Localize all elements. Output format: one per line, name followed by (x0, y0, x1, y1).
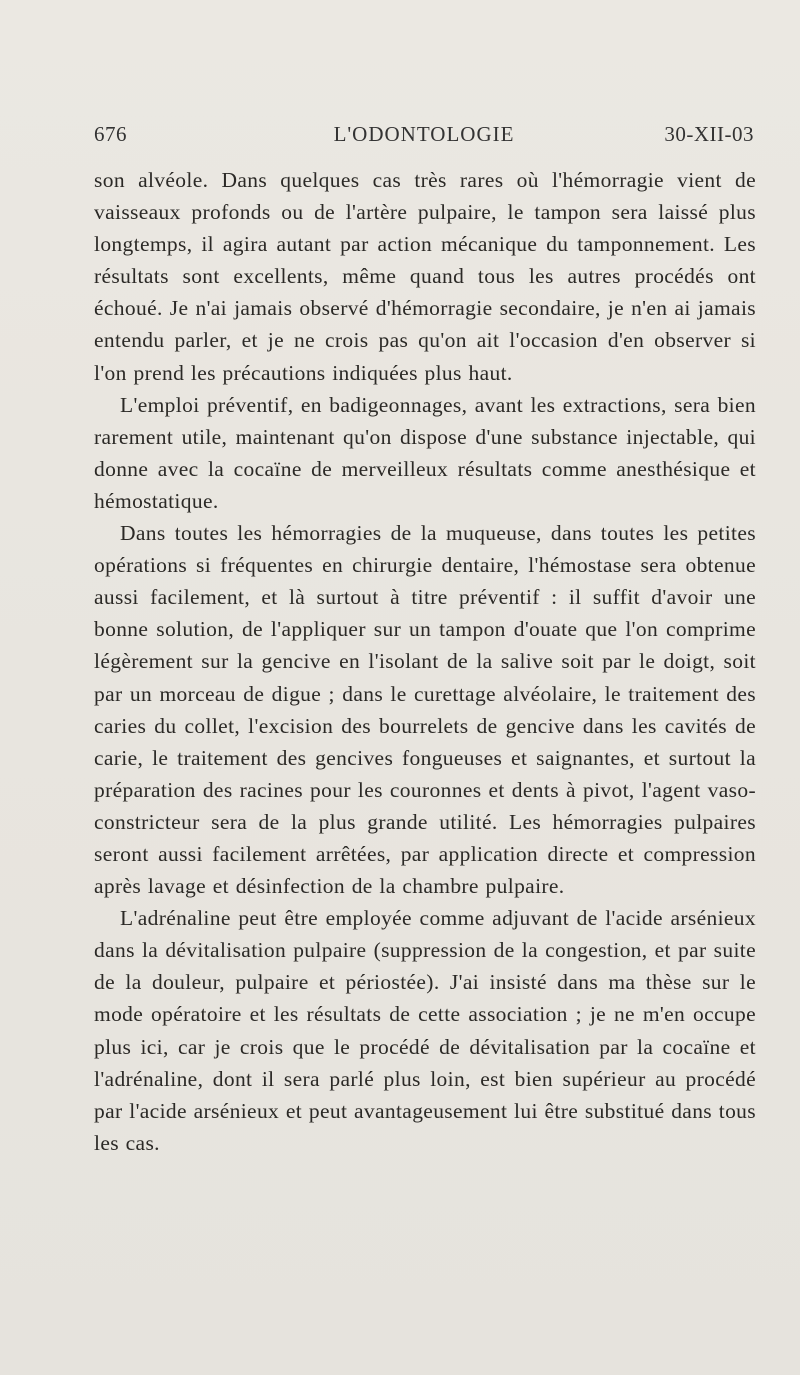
paragraph-1: son alvéole. Dans quelques cas très rares où l'hémorragie vient de vaisseaux profonds ou de l'artère pulpaire, le tampon sera laissé plus longtemps, il agira autant par action mécanique du tamponnement. Les résultats sont excellents, même quand tous les autres procédés ont échoué. Je n'ai jamais observé d'hémorragie secondaire, je n'en ai jamais entendu parler, et je ne crois pas qu'on ait l'occasion d'en observer si l'on prend les précautions indiquées plus haut. (94, 168, 756, 385)
paragraph-3: Dans toutes les hémorragies de la muqueuse, dans toutes les petites opérations si fréquentes en chirurgie dentaire, l'hémostase sera obtenue aussi facilement, et là surtout à titre préventif : il suffit d'avoir une bonne solution, de l'appliquer sur un tampon d'ouate que l'on comprime légèrement sur la gencive en l'isolant de la salive soit par le doigt, soit par un morceau de digue ; dans le curettage alvéolaire, le traitement des caries du collet, l'excision des bourrelets de gencive dans les cavités de carie, le traitement des gencives fongueuses et saignantes, et surtout la préparation des racines pour les couronnes et dents à pivot, l'agent vaso-constricteur sera de la plus grande utilité. Les hémorragies pulpaires seront aussi facilement arrêtées, par application directe et compression après lavage et désinfection de la chambre pulpaire. (94, 521, 756, 899)
body-text (94, 164, 756, 1159)
running-header (94, 122, 754, 152)
paragraph-4: L'adrénaline peut être employée comme adjuvant de l'acide arsénieux dans la dévitalisation pulpaire (suppression de la congestion, et par suite de la douleur, pulpaire et périostée). J'ai insisté dans ma thèse sur le mode opératoire et les résultats de cette association ; je ne m'en occupe plus ici, car je crois que le procédé de dévitalisation par la cocaïne et l'adrénaline, dont il sera parlé plus loin, est bien supérieur au procédé par l'acide arsénieux et peut avantageusement lui être substitué dans tous les cas. (94, 906, 756, 1155)
journal-title: L'ODONTOLOGIE (333, 122, 515, 146)
page-number: 676 (94, 122, 127, 146)
paragraph-2: L'emploi préventif, en badigeonnages, avant les extractions, sera bien rarement utile, maintenant qu'on dispose d'une substance injectable, qui donne avec la cocaïne de merveilleux résultats comme anesthésique et hémostatique. (94, 392, 756, 513)
issue-date: 30-XII-03 (664, 122, 754, 146)
